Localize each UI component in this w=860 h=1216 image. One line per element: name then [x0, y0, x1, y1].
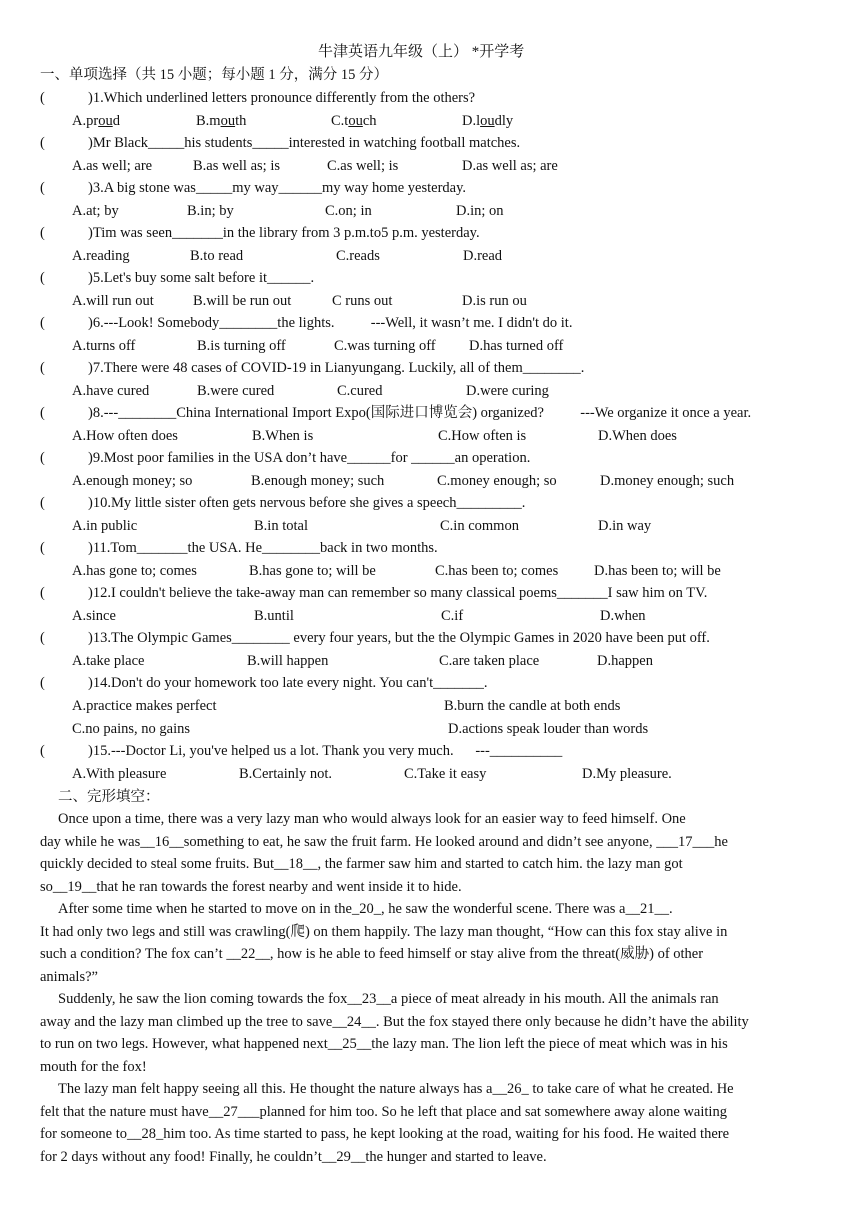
option-b: B.will happen	[247, 653, 329, 669]
option-c: C.money enough; so	[437, 473, 557, 489]
section2-heading: 二、完形填空：	[58, 789, 160, 805]
blank-27: __27___	[208, 1104, 260, 1120]
question-stem: 11.Tom_______the USA. He________back in two months.	[92, 540, 438, 556]
question-stem: 6.---Look! Somebody________the lights. ---Well, it wasn’t me. I didn't do it.	[92, 315, 573, 331]
option-a: A.enough money; so	[72, 473, 193, 489]
option-b: B.in total	[254, 518, 308, 534]
blank-18: __18__	[273, 856, 318, 872]
option-a: A.turns off	[72, 338, 136, 354]
paragraph-line: for 2 days without any food! Finally, he couldn’t__29__the hunger and started to leave.	[40, 1149, 547, 1165]
blank-25: __25__	[327, 1036, 372, 1052]
option-d: D.loudly	[462, 113, 514, 129]
blank-19: __19__	[52, 879, 97, 895]
option-d: D.read	[463, 248, 503, 264]
option-c: C.are taken place	[439, 653, 540, 669]
blank-26: __26_	[492, 1081, 529, 1097]
option-d: D.when	[600, 608, 646, 624]
question-stem: 5.Let's buy some salt before it______.	[92, 270, 315, 286]
option-d: D.has turned off	[469, 338, 564, 354]
blank-29: __29__	[321, 1149, 366, 1165]
option-d: D.were curing	[466, 383, 549, 399]
option-c: C.was turning off	[334, 338, 436, 354]
option-c: C.Take it easy	[404, 766, 487, 782]
paragraph-line: felt that the nature must have__27___planned for him too. So he left that place and sat somewhere away alone waiting	[40, 1104, 727, 1120]
question-stem: 10.My little sister often gets nervous before she gives a speech_________.	[92, 495, 526, 511]
page-title: 牛津英语九年级（上） *开学考	[318, 44, 525, 60]
option-b: B.is turning off	[197, 338, 286, 354]
option-c: C.in common	[440, 518, 519, 534]
option-b: B.burn the candle at both ends	[444, 698, 621, 714]
option-a: A.at; by	[72, 203, 119, 219]
option-d: D.in way	[598, 518, 652, 534]
option-a: A.as well; are	[72, 158, 153, 174]
option-d: D.as well as; are	[462, 158, 558, 174]
option-c: C.has been to; comes	[435, 563, 559, 579]
paragraph-line: away and the lazy man climbed up the tree to save__24__. But the fox stayed there only because he didn’t have the ability	[40, 1014, 749, 1030]
question-6: ( )6.---Look! Somebody________the lights. ---Well, it wasn’t me. I didn't do it.	[40, 315, 573, 331]
option-c: C.cured	[337, 383, 383, 399]
paragraph-line: animals?”	[40, 969, 98, 985]
question-stem: 1.Which underlined letters pronounce differently from the others?	[92, 90, 476, 106]
paragraph-line: Suddenly, he saw the lion coming towards the fox__23__a piece of meat already in his mouth. All the animals ran	[58, 991, 719, 1007]
question-8: ( )8.---________China International Import Expo(国际进口博览会) organized? ---We organize it once a year.	[40, 405, 752, 421]
blank-21: __21__	[625, 901, 669, 917]
option-d: D.My pleasure.	[582, 766, 672, 782]
option-b: B.When is	[252, 428, 314, 444]
option-a: A.will run out	[72, 293, 154, 309]
option-c: C.on; in	[325, 203, 372, 219]
option-d: D.happen	[597, 653, 653, 669]
blank-17: ___17___	[656, 834, 715, 850]
paragraph-line: mouth for the fox!	[40, 1059, 147, 1075]
option-d: D.in; on	[456, 203, 504, 219]
section1-heading: 一、单项选择（共 15 小题；每小题 1 分，满分 15 分）	[40, 67, 388, 83]
question-4: ( )Tim was seen_______in the library from 3 p.m.to5 p.m. yesterday.	[40, 225, 480, 241]
option-d: D.actions speak louder than words	[448, 721, 649, 737]
paragraph-line: for someone to__28_him too. As time started to pass, he kept looking at the road, waiting for his food. He waited there	[40, 1126, 730, 1142]
question-1: ( )1.Which underlined letters pronounce differently from the others?	[40, 90, 476, 106]
question-stem: 7.There were 48 cases of COVID-19 in Lianyungang. Luckily, all of them________.	[92, 360, 585, 376]
question-15: ( )15.---Doctor Li, you've helped us a lot. Thank you very much. ---__________	[40, 743, 563, 759]
option-c: C.touch	[331, 113, 377, 129]
question-9: ( )9.Most poor families in the USA don’t have______for ______an operation.	[40, 450, 531, 466]
option-b: B.were cured	[197, 383, 275, 399]
option-c: C.reads	[336, 248, 380, 264]
option-d: D.has been to; will be	[594, 563, 721, 579]
option-a: A.has gone to; comes	[72, 563, 197, 579]
option-c: C.How often is	[438, 428, 527, 444]
question-12: ( )12.I couldn't believe the take-away man can remember so many classical poems_______I saw him on TV.	[40, 585, 708, 601]
option-a: A.take place	[72, 653, 145, 669]
option-a: A.proud	[72, 113, 120, 129]
question-3: ( )3.A big stone was_____my way______my way home yesterday.	[40, 180, 467, 196]
question-13: ( )13.The Olympic Games________ every four years, but the the Olympic Games in 2020 have been put off.	[40, 630, 710, 646]
question-stem: 12.I couldn't believe the take-away man can remember so many classical poems_______I saw him on TV.	[92, 585, 708, 601]
option-b: B.Certainly not.	[239, 766, 333, 782]
question-7: ( )7.There were 48 cases of COVID-19 in Lianyungang. Luckily, all of them________.	[40, 360, 585, 376]
option-b: B.as well as; is	[193, 158, 280, 174]
paragraph-line: The lazy man felt happy seeing all this. He thought the nature always has a__26_ to take care of what he created. He	[58, 1081, 734, 1097]
option-b: B.mouth	[196, 113, 247, 129]
paragraph-line: quickly decided to steal some fruits. But__18__, the farmer saw him and started to catch him. the lazy man got	[40, 856, 683, 872]
blank-20: _20_	[351, 901, 381, 917]
option-b: B.has gone to; will be	[249, 563, 376, 579]
option-b: B.enough money; such	[251, 473, 385, 489]
paragraph-line: to run on two legs. However, what happened next__25__the lazy man. The lion left the piece of meat which was in his	[40, 1036, 728, 1052]
blank-28: __28_	[126, 1126, 164, 1142]
blank-16: __16__	[140, 834, 184, 850]
question-11: ( )11.Tom_______the USA. He________back in two months.	[40, 540, 438, 556]
blank-24: __24__	[332, 1014, 376, 1030]
option-a: A.How often does	[72, 428, 178, 444]
question-stem: 8.---________China International Import Expo(国际进口博览会) organized? ---We organize it once a year.	[92, 405, 752, 421]
option-d: D.When does	[598, 428, 677, 444]
question-14: ( )14.Don't do your homework too late every night. You can't_______.	[40, 675, 488, 691]
blank-22: __22__	[226, 946, 270, 962]
question-stem: 3.A big stone was_____my way______my way home yesterday.	[92, 180, 467, 196]
option-d: D.money enough; such	[600, 473, 735, 489]
paragraph-line: so__19__that he ran towards the forest nearby and went inside it to hide.	[40, 879, 462, 895]
question-stem: Mr Black_____his students_____interested in watching football matches.	[92, 135, 521, 151]
option-a: A.have cured	[72, 383, 150, 399]
question-stem: 15.---Doctor Li, you've helped us a lot. Thank you very much. ---__________	[92, 743, 563, 759]
option-a: A.practice makes perfect	[72, 698, 217, 714]
option-c: C.no pains, no gains	[72, 721, 191, 737]
question-2: ( )Mr Black_____his students_____interested in watching football matches.	[40, 135, 521, 151]
option-a: A.in public	[72, 518, 138, 534]
paragraph-line: Once upon a time, there was a very lazy man who would always look for an easier way to feed himself. One	[58, 811, 686, 827]
question-stem: 9.Most poor families in the USA don’t have______for ______an operation.	[92, 450, 531, 466]
option-c: C.if	[441, 608, 464, 624]
paragraph-line: It had only two legs and still was crawling(爬) on them happily. The lazy man thought, “How can this fox stay alive in	[40, 924, 728, 940]
option-a: A.reading	[72, 248, 130, 264]
paragraph-line: day while he was__16__something to eat, he saw the fruit farm. He looked around and didn’t see anyone, ___17___he	[40, 834, 728, 850]
option-d: D.is run ou	[462, 293, 527, 309]
question-5: ( )5.Let's buy some salt before it______.	[40, 270, 315, 286]
option-b: B.until	[254, 608, 294, 624]
question-stem: 14.Don't do your homework too late every night. You can't_______.	[92, 675, 488, 691]
option-c: C.as well; is	[327, 158, 399, 174]
paragraph-line: such a condition? The fox can’t __22__, how is he able to feed himself or stay alive from the threat(威胁) of other	[40, 946, 704, 962]
option-b: B.in; by	[187, 203, 234, 219]
option-b: B.to read	[190, 248, 244, 264]
question-10: ( )10.My little sister often gets nervous before she gives a speech_________.	[40, 495, 526, 511]
question-stem: 13.The Olympic Games________ every four years, but the the Olympic Games in 2020 have been put off.	[92, 630, 710, 646]
option-a: A.With pleasure	[72, 766, 167, 782]
paragraph-line: After some time when he started to move on in the_20_, he saw the wonderful scene. There was a__21__.	[58, 901, 673, 917]
question-stem: Tim was seen_______in the library from 3 p.m.to5 p.m. yesterday.	[92, 225, 480, 241]
blank-23: __23__	[347, 991, 391, 1007]
option-c: C runs out	[332, 293, 393, 309]
option-b: B.will be run out	[193, 293, 292, 309]
option-a: A.since	[72, 608, 116, 624]
